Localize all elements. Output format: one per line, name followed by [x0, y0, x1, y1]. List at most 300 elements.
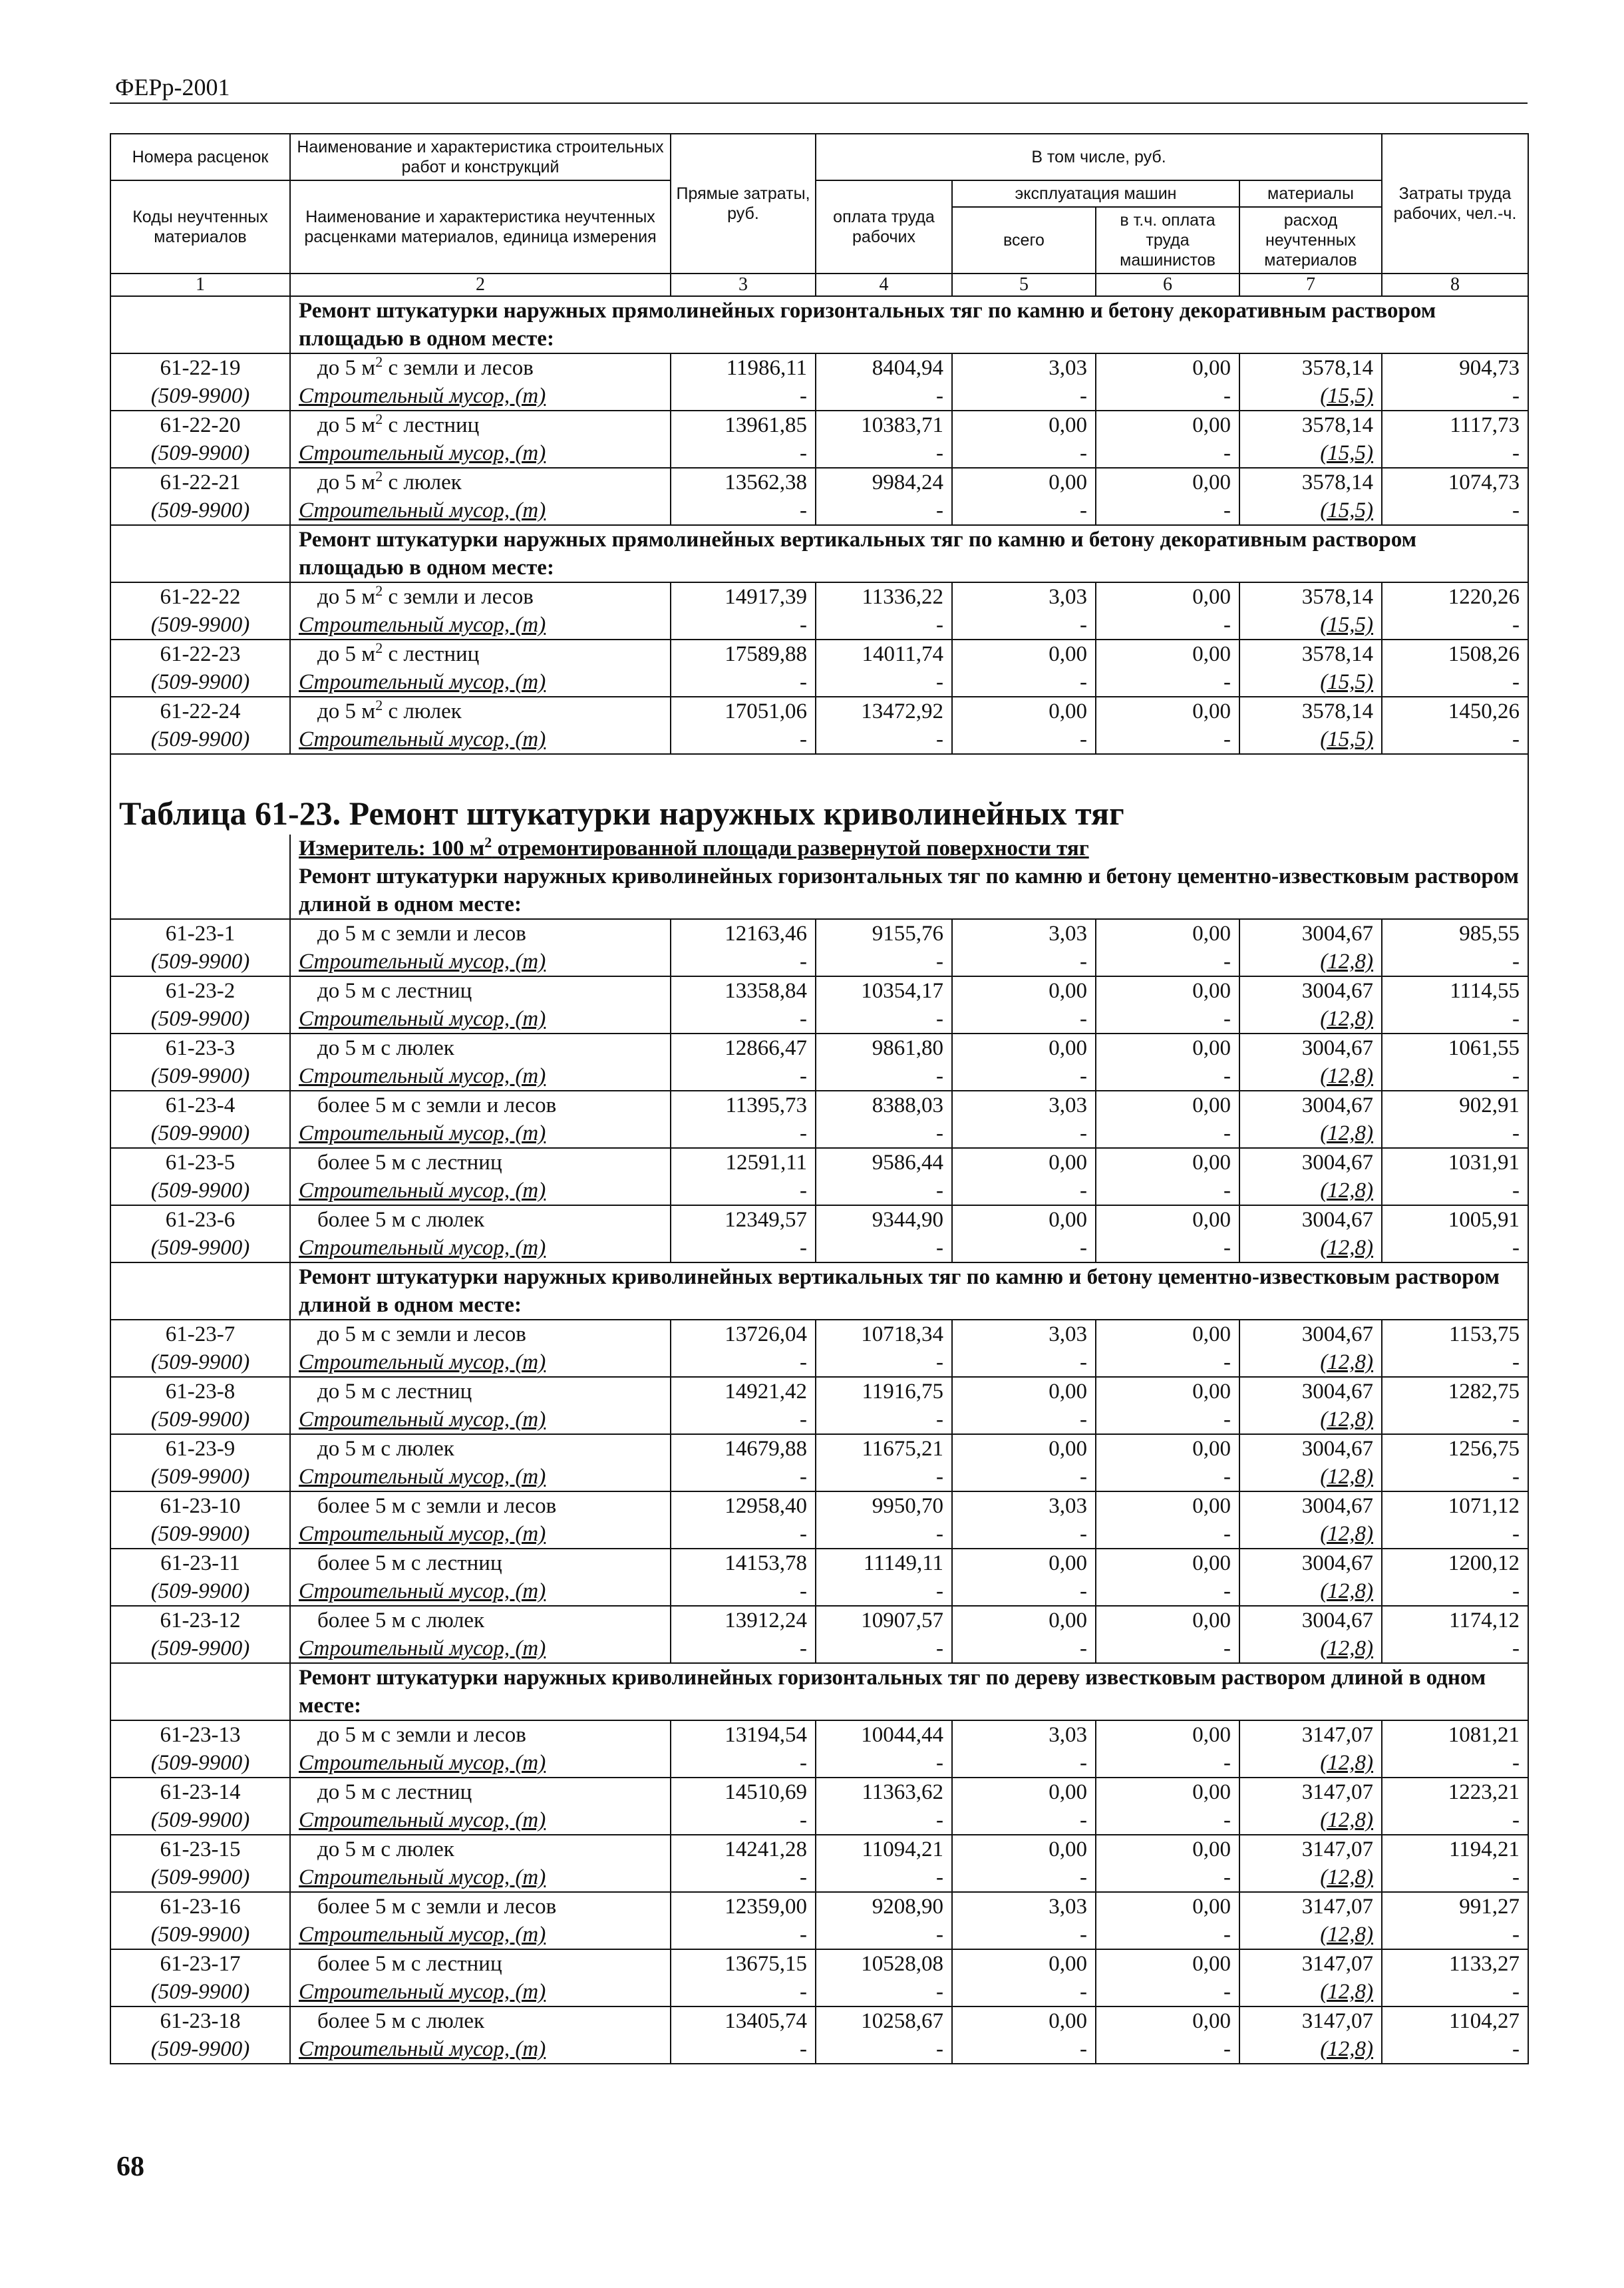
- cell-direct: 13726,04: [671, 1320, 816, 1348]
- dash-cell: -: [671, 439, 816, 468]
- cell-direct: 13675,15: [671, 1949, 816, 1978]
- rate-code: 61-23-12: [110, 1606, 290, 1634]
- cell-mach_labor: 0,00: [1096, 1091, 1239, 1119]
- rate-name-text2: с земли и лесов: [383, 585, 534, 609]
- dash-cell: -: [1382, 1863, 1528, 1892]
- dash-cell: -: [816, 1634, 952, 1663]
- rate-code: 61-23-4: [110, 1091, 290, 1119]
- material-name: Строительный мусор, (т): [290, 1806, 671, 1835]
- rate-name-text2: с лестниц: [383, 642, 480, 666]
- material-qty: (15,5): [1239, 382, 1382, 411]
- dash-cell: -: [952, 1520, 1096, 1549]
- material-qty: (15,5): [1239, 611, 1382, 640]
- dash-cell: -: [1096, 1634, 1239, 1663]
- material-name: Строительный мусор, (т): [290, 611, 671, 640]
- dash-cell: -: [1096, 1463, 1239, 1491]
- dash-cell: -: [1096, 1177, 1239, 1205]
- page-number: 68: [116, 2152, 144, 2182]
- material-code: (509-9900): [110, 1005, 290, 1034]
- header-name-top: Наименование и характеристика строительных работ и конструкций: [290, 134, 671, 180]
- col-num: 8: [1382, 274, 1528, 296]
- dash-cell: -: [1382, 725, 1528, 754]
- cell-hours: 1450,26: [1382, 697, 1528, 725]
- dash-cell: -: [1382, 1634, 1528, 1663]
- cell-labor: 9208,90: [816, 1892, 952, 1921]
- material-name: Строительный мусор, (т): [290, 948, 671, 976]
- table-row: [110, 697, 1528, 725]
- rate-name-text: более 5 м с земли и лесов: [317, 1093, 557, 1117]
- cell-hours: 1133,27: [1382, 1949, 1528, 1978]
- table-row: [110, 919, 1528, 948]
- material-qty: (15,5): [1239, 496, 1382, 525]
- cell-hours: 1114,55: [1382, 976, 1528, 1005]
- cell-hours: 1282,75: [1382, 1377, 1528, 1406]
- dash-cell: -: [1382, 1463, 1528, 1491]
- cell-mat: 3004,67: [1239, 1606, 1382, 1634]
- dash-cell: -: [816, 611, 952, 640]
- measure-spacer: [110, 835, 290, 862]
- header-row-1: [110, 134, 1528, 180]
- dash-cell: -: [1096, 1406, 1239, 1434]
- table-row: [110, 1205, 1528, 1234]
- table-row: [110, 1320, 1528, 1348]
- dash-cell: -: [952, 382, 1096, 411]
- table-subrow: [110, 1577, 1528, 1606]
- section-spacer: [110, 1663, 290, 1720]
- rate-name: [290, 1320, 671, 1348]
- section-title: Ремонт штукатурки наружных прямолинейных горизонтальных тяг по камню и бетону декоративным раствором площадью в одном месте:: [290, 296, 1528, 353]
- rate-name-text: до 5 м: [317, 699, 376, 723]
- dash-cell: -: [671, 1921, 816, 1949]
- dash-cell: -: [1096, 1062, 1239, 1091]
- cell-direct: 13562,38: [671, 468, 816, 496]
- blank-cell: [110, 754, 1528, 768]
- rate-code: 61-22-19: [110, 353, 290, 382]
- material-code: (509-9900): [110, 1348, 290, 1377]
- cell-labor: 11149,11: [816, 1549, 952, 1577]
- rate-name-sup: 2: [375, 468, 383, 484]
- rate-name-text: до 5 м с люлек: [317, 1437, 454, 1461]
- cell-mach: 3,03: [952, 1320, 1096, 1348]
- cell-mach: 0,00: [952, 1949, 1096, 1978]
- dash-cell: -: [816, 1921, 952, 1949]
- rate-name-text: до 5 м с люлек: [317, 1837, 454, 1861]
- cell-mach: 0,00: [952, 1377, 1096, 1406]
- cell-mach: 3,03: [952, 1091, 1096, 1119]
- rate-name-text: до 5 м: [317, 356, 376, 380]
- cell-mach_labor: 0,00: [1096, 640, 1239, 668]
- cell-mach_labor: 0,00: [1096, 919, 1239, 948]
- table-subrow: [110, 1005, 1528, 1034]
- rate-name-text2: с земли и лесов: [383, 356, 534, 380]
- table-row: [110, 353, 1528, 382]
- table-subrow: [110, 1348, 1528, 1377]
- material-code: (509-9900): [110, 1463, 290, 1491]
- cell-mat: 3004,67: [1239, 1549, 1382, 1577]
- dash-cell: -: [1096, 1005, 1239, 1034]
- dash-cell: -: [952, 611, 1096, 640]
- rate-name-text: до 5 м с люлек: [317, 1036, 454, 1060]
- dash-cell: -: [952, 1634, 1096, 1663]
- rate-code: 61-23-18: [110, 2006, 290, 2035]
- material-name: Строительный мусор, (т): [290, 1863, 671, 1892]
- table-row: [110, 1034, 1528, 1062]
- material-code: (509-9900): [110, 1978, 290, 2006]
- dash-cell: -: [816, 2035, 952, 2064]
- material-name: Строительный мусор, (т): [290, 439, 671, 468]
- table-row: [110, 1091, 1528, 1119]
- cell-direct: 14153,78: [671, 1549, 816, 1577]
- cell-labor: 13472,92: [816, 697, 952, 725]
- material-name: Строительный мусор, (т): [290, 1119, 671, 1148]
- dash-cell: -: [816, 948, 952, 976]
- header-direct: Прямые затраты, руб.: [671, 134, 816, 274]
- material-code: (509-9900): [110, 1749, 290, 1778]
- cell-mach: 0,00: [952, 1835, 1096, 1863]
- table-row: [110, 1148, 1528, 1177]
- dash-cell: -: [952, 496, 1096, 525]
- table-row: [110, 1549, 1528, 1577]
- cell-labor: 10354,17: [816, 976, 952, 1005]
- cell-labor: 10258,67: [816, 2006, 952, 2035]
- cell-direct: 13194,54: [671, 1720, 816, 1749]
- material-name: Строительный мусор, (т): [290, 668, 671, 697]
- rate-name: [290, 1606, 671, 1634]
- cell-labor: 11363,62: [816, 1778, 952, 1806]
- dash-cell: -: [816, 1234, 952, 1262]
- table-row: [110, 1606, 1528, 1634]
- material-qty: (12,8): [1239, 1177, 1382, 1205]
- cell-mach: 0,00: [952, 1434, 1096, 1463]
- cell-mach_labor: 0,00: [1096, 1835, 1239, 1863]
- material-qty: (12,8): [1239, 1520, 1382, 1549]
- dash-cell: -: [1096, 725, 1239, 754]
- rate-code: 61-23-6: [110, 1205, 290, 1234]
- cell-mat: 3147,07: [1239, 1949, 1382, 1978]
- material-name: Строительный мусор, (т): [290, 1348, 671, 1377]
- dash-cell: -: [952, 439, 1096, 468]
- table-row: [110, 640, 1528, 668]
- cell-mach_labor: 0,00: [1096, 1949, 1239, 1978]
- dash-cell: -: [1382, 2035, 1528, 2064]
- dash-cell: -: [816, 1978, 952, 2006]
- table-row: [110, 1949, 1528, 1978]
- dash-cell: -: [1382, 1749, 1528, 1778]
- section-row: [110, 1663, 1528, 1720]
- cell-direct: 12958,40: [671, 1491, 816, 1520]
- dash-cell: -: [952, 1463, 1096, 1491]
- rate-name-text: до 5 м: [317, 471, 376, 494]
- dash-cell: -: [1096, 611, 1239, 640]
- rate-code: 61-23-9: [110, 1434, 290, 1463]
- rate-name-text: более 5 м с лестниц: [317, 1952, 502, 1976]
- rate-code: 61-23-13: [110, 1720, 290, 1749]
- dash-cell: -: [816, 1062, 952, 1091]
- material-name: Строительный мусор, (т): [290, 1634, 671, 1663]
- rate-name-text: до 5 м: [317, 642, 376, 666]
- cell-direct: 13912,24: [671, 1606, 816, 1634]
- header-mat-usage: расход неучтенных материалов: [1239, 207, 1382, 274]
- table-subrow: [110, 1177, 1528, 1205]
- cell-mat: 3004,67: [1239, 919, 1382, 948]
- rate-code: 61-23-14: [110, 1778, 290, 1806]
- cell-direct: 12591,11: [671, 1148, 816, 1177]
- dash-cell: -: [1382, 1520, 1528, 1549]
- table-title-row: [110, 768, 1528, 835]
- cell-mach_labor: 0,00: [1096, 2006, 1239, 2035]
- material-code: (509-9900): [110, 1062, 290, 1091]
- cell-labor: 11916,75: [816, 1377, 952, 1406]
- rate-code: 61-22-22: [110, 582, 290, 611]
- cell-hours: 1061,55: [1382, 1034, 1528, 1062]
- rate-code: 61-23-2: [110, 976, 290, 1005]
- dash-cell: -: [1382, 611, 1528, 640]
- material-qty: (12,8): [1239, 1406, 1382, 1434]
- cell-mach: 0,00: [952, 640, 1096, 668]
- rate-name-text: более 5 м с лестниц: [317, 1551, 502, 1575]
- material-code: (509-9900): [110, 1577, 290, 1606]
- dash-cell: -: [671, 1005, 816, 1034]
- material-qty: (12,8): [1239, 1634, 1382, 1663]
- rate-code: 61-22-23: [110, 640, 290, 668]
- dash-cell: -: [952, 725, 1096, 754]
- cell-labor: 10044,44: [816, 1720, 952, 1749]
- rate-name-text: до 5 м с земли и лесов: [317, 922, 526, 946]
- cell-labor: 10383,71: [816, 411, 952, 439]
- dash-cell: -: [1382, 668, 1528, 697]
- rate-code: 61-23-5: [110, 1148, 290, 1177]
- cell-labor: 10907,57: [816, 1606, 952, 1634]
- cell-mat: 3004,67: [1239, 1377, 1382, 1406]
- dash-cell: -: [671, 1406, 816, 1434]
- table-row: [110, 1892, 1528, 1921]
- cell-mat: 3147,07: [1239, 2006, 1382, 2035]
- dash-cell: -: [671, 2035, 816, 2064]
- material-qty: (15,5): [1239, 668, 1382, 697]
- cell-hours: 1174,12: [1382, 1606, 1528, 1634]
- table-subrow: [110, 1062, 1528, 1091]
- dash-cell: -: [1382, 1062, 1528, 1091]
- dash-cell: -: [1382, 1119, 1528, 1148]
- measure-row: [110, 835, 1528, 862]
- material-qty: (12,8): [1239, 1921, 1382, 1949]
- cell-mach_labor: 0,00: [1096, 1034, 1239, 1062]
- material-qty: (12,8): [1239, 1863, 1382, 1892]
- rate-name: [290, 1549, 671, 1577]
- cell-mach: 0,00: [952, 1205, 1096, 1234]
- cell-mat: 3578,14: [1239, 697, 1382, 725]
- cell-mach_labor: 0,00: [1096, 1148, 1239, 1177]
- header-name-bottom: Наименование и характеристика неучтенных расценками материалов, единица измерения: [290, 180, 671, 274]
- table-subrow: [110, 382, 1528, 411]
- cell-labor: 9984,24: [816, 468, 952, 496]
- material-name: Строительный мусор, (т): [290, 1062, 671, 1091]
- table-subrow: [110, 496, 1528, 525]
- dash-cell: -: [671, 1806, 816, 1835]
- rate-name: [290, 1949, 671, 1978]
- cell-hours: 1117,73: [1382, 411, 1528, 439]
- dash-cell: -: [1096, 1348, 1239, 1377]
- col-num: 1: [110, 274, 290, 296]
- measure-cell: [290, 835, 1528, 862]
- table-subrow: [110, 1520, 1528, 1549]
- material-code: (509-9900): [110, 668, 290, 697]
- rate-name-text: более 5 м с земли и лесов: [317, 1895, 557, 1919]
- table-subrow: [110, 1921, 1528, 1949]
- cell-hours: 991,27: [1382, 1892, 1528, 1921]
- table-subrow: [110, 439, 1528, 468]
- material-code: (509-9900): [110, 1406, 290, 1434]
- col-num: 3: [671, 274, 816, 296]
- cell-mach: 3,03: [952, 1491, 1096, 1520]
- cell-hours: 1031,91: [1382, 1148, 1528, 1177]
- material-qty: (12,8): [1239, 1978, 1382, 2006]
- section-row: [110, 525, 1528, 582]
- rate-code: 61-22-21: [110, 468, 290, 496]
- rate-code: 61-23-15: [110, 1835, 290, 1863]
- material-name: Строительный мусор, (т): [290, 1978, 671, 2006]
- dash-cell: -: [1382, 1978, 1528, 2006]
- material-qty: (12,8): [1239, 1749, 1382, 1778]
- dash-cell: -: [1096, 1749, 1239, 1778]
- material-code: (509-9900): [110, 1806, 290, 1835]
- cell-labor: 11094,21: [816, 1835, 952, 1863]
- dash-cell: -: [952, 668, 1096, 697]
- rate-name: [290, 1491, 671, 1520]
- material-code: (509-9900): [110, 496, 290, 525]
- measure-text: [299, 837, 1089, 860]
- rate-name: [290, 411, 671, 439]
- cell-mach_labor: 0,00: [1096, 1320, 1239, 1348]
- cell-mat: 3578,14: [1239, 411, 1382, 439]
- table-subrow: [110, 1863, 1528, 1892]
- cell-direct: 17051,06: [671, 697, 816, 725]
- table-subrow: [110, 1234, 1528, 1262]
- table-subrow: [110, 725, 1528, 754]
- cell-mach_labor: 0,00: [1096, 1434, 1239, 1463]
- dash-cell: -: [1096, 948, 1239, 976]
- dash-cell: -: [1382, 1177, 1528, 1205]
- rate-name-text2: с люлек: [383, 699, 462, 723]
- dash-cell: -: [1382, 948, 1528, 976]
- table-title: Таблица 61-23. Ремонт штукатурки наружных криволинейных тяг: [110, 768, 1528, 835]
- cell-direct: 13961,85: [671, 411, 816, 439]
- section-spacer: [110, 862, 290, 919]
- dash-cell: -: [671, 1348, 816, 1377]
- rate-code: 61-23-8: [110, 1377, 290, 1406]
- dash-cell: -: [1382, 1348, 1528, 1377]
- table-row: [110, 1835, 1528, 1863]
- cell-mach_labor: 0,00: [1096, 582, 1239, 611]
- rate-code: 61-22-24: [110, 697, 290, 725]
- dash-cell: -: [1382, 1921, 1528, 1949]
- cell-direct: 17589,88: [671, 640, 816, 668]
- cell-direct: 14510,69: [671, 1778, 816, 1806]
- cell-hours: 1223,21: [1382, 1778, 1528, 1806]
- col-num: 6: [1096, 274, 1239, 296]
- table-subrow: [110, 1634, 1528, 1663]
- cell-labor: 9344,90: [816, 1205, 952, 1234]
- dash-cell: -: [1382, 1406, 1528, 1434]
- cell-mach_labor: 0,00: [1096, 1377, 1239, 1406]
- table-subrow: [110, 1978, 1528, 2006]
- cell-labor: 14011,74: [816, 640, 952, 668]
- material-qty: (12,8): [1239, 1348, 1382, 1377]
- cell-mach_labor: 0,00: [1096, 1606, 1239, 1634]
- dash-cell: -: [1382, 439, 1528, 468]
- cell-direct: 14917,39: [671, 582, 816, 611]
- rate-name-text: до 5 м с земли и лесов: [317, 1322, 526, 1346]
- dash-cell: -: [671, 1978, 816, 2006]
- dash-cell: -: [1096, 1978, 1239, 2006]
- rate-name-text: до 5 м: [317, 585, 376, 609]
- material-code: (509-9900): [110, 2035, 290, 2064]
- cell-direct: 12349,57: [671, 1205, 816, 1234]
- dash-cell: -: [952, 1062, 1096, 1091]
- section-spacer: [110, 1262, 290, 1320]
- cell-direct: 14921,42: [671, 1377, 816, 1406]
- cell-mat: 3578,14: [1239, 468, 1382, 496]
- dash-cell: -: [1096, 668, 1239, 697]
- cell-labor: 9950,70: [816, 1491, 952, 1520]
- section-row: [110, 862, 1528, 919]
- material-name: Строительный мусор, (т): [290, 1234, 671, 1262]
- dash-cell: -: [671, 1749, 816, 1778]
- cell-mach: 0,00: [952, 2006, 1096, 2035]
- dash-cell: -: [1382, 382, 1528, 411]
- dash-cell: -: [816, 1119, 952, 1148]
- cell-mat: 3004,67: [1239, 1091, 1382, 1119]
- cell-mat: 3578,14: [1239, 353, 1382, 382]
- dash-cell: -: [816, 668, 952, 697]
- rate-name-text2: с люлек: [383, 471, 462, 494]
- cell-mach_labor: 0,00: [1096, 468, 1239, 496]
- rate-name: [290, 1835, 671, 1863]
- material-qty: (12,8): [1239, 1119, 1382, 1148]
- cell-mat: 3147,07: [1239, 1720, 1382, 1749]
- rate-name: [290, 1205, 671, 1234]
- rate-name: [290, 1034, 671, 1062]
- table-subrow: [110, 948, 1528, 976]
- rate-code: 61-22-20: [110, 411, 290, 439]
- cell-direct: 14679,88: [671, 1434, 816, 1463]
- material-qty: (12,8): [1239, 1463, 1382, 1491]
- cell-hours: 1220,26: [1382, 582, 1528, 611]
- cell-hours: 1256,75: [1382, 1434, 1528, 1463]
- dash-cell: -: [1096, 1234, 1239, 1262]
- cell-mat: 3004,67: [1239, 976, 1382, 1005]
- rate-name: [290, 1148, 671, 1177]
- cell-hours: 1200,12: [1382, 1549, 1528, 1577]
- rate-name-text2: с лестниц: [383, 413, 480, 437]
- dash-cell: -: [816, 1806, 952, 1835]
- rate-code: 61-23-10: [110, 1491, 290, 1520]
- material-name: Строительный мусор, (т): [290, 1749, 671, 1778]
- cell-labor: 9155,76: [816, 919, 952, 948]
- cell-mat: 3147,07: [1239, 1892, 1382, 1921]
- rate-name-sup: 2: [375, 582, 383, 599]
- rate-name: [290, 1091, 671, 1119]
- header-hours: Затраты труда рабочих, чел.-ч.: [1382, 134, 1528, 274]
- cell-mach: 0,00: [952, 1549, 1096, 1577]
- header-codes-bottom: Коды неучтенных материалов: [110, 180, 290, 274]
- dash-cell: -: [1382, 1806, 1528, 1835]
- dash-cell: -: [1096, 496, 1239, 525]
- cell-hours: 985,55: [1382, 919, 1528, 948]
- dash-cell: -: [671, 496, 816, 525]
- material-code: (509-9900): [110, 1520, 290, 1549]
- dash-cell: -: [1096, 382, 1239, 411]
